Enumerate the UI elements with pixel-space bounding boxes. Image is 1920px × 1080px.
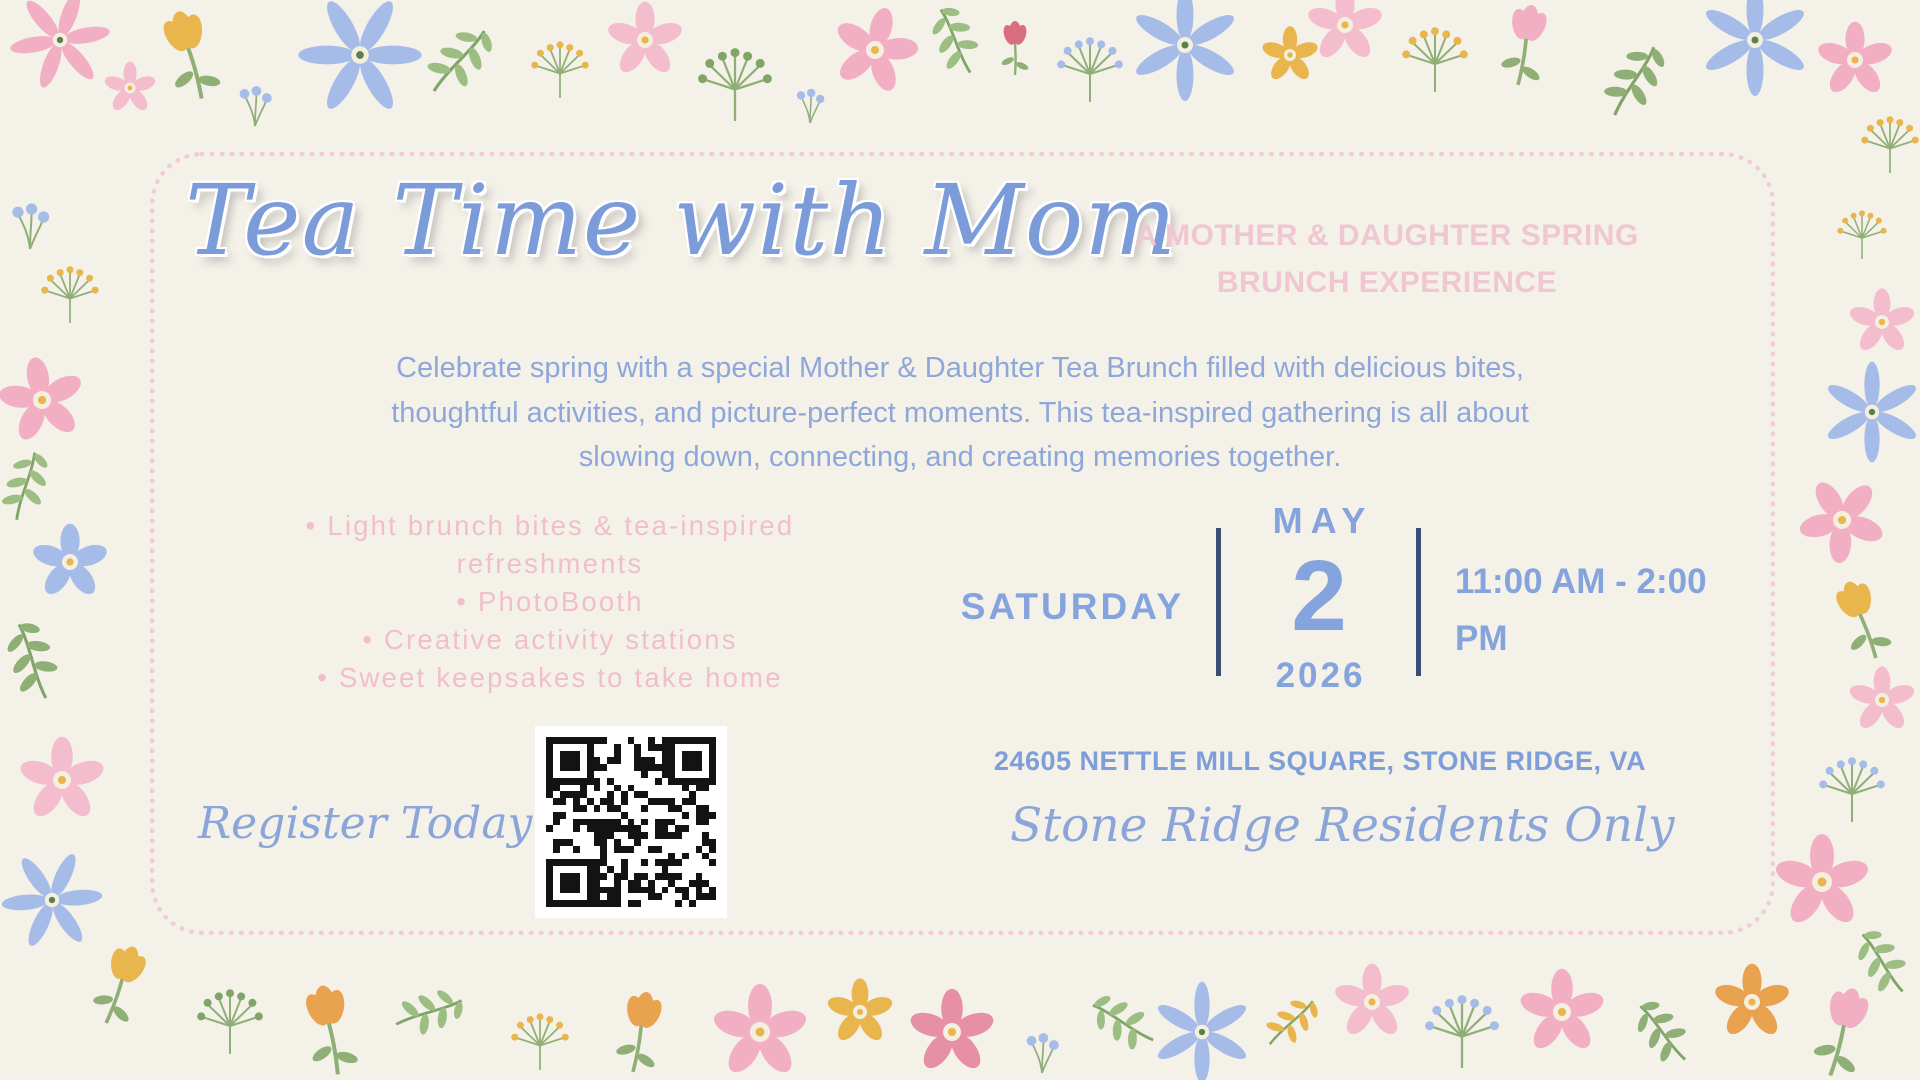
event-title: Tea Time with Mom — [185, 164, 1178, 277]
description-line: Celebrate spring with a special Mother & Daughter Tea Brunch filled with delicious bites, — [396, 352, 1524, 384]
highlight-item: • Sweet keepsakes to take home — [317, 662, 783, 693]
audience-note: Stone Ridge Residents Only — [1010, 798, 1675, 853]
event-year: 2026 — [1275, 656, 1366, 695]
highlight-item: • Light brunch bites & tea-inspired refreshments — [305, 510, 795, 579]
register-cta: Register Today — [198, 798, 533, 849]
qr-code — [535, 726, 727, 918]
event-time: 11:00 AM - 2:00 PM — [1455, 562, 1707, 658]
event-month: MAY — [1272, 500, 1374, 541]
highlight-item: • Creative activity stations — [362, 624, 738, 655]
qr-grid — [546, 737, 716, 907]
divider-line — [1416, 528, 1421, 676]
description-line: thoughtful activities, and picture-perfect moments. This tea-inspired gathering is all about — [391, 396, 1529, 429]
event-address: 24605 NETTLE MILL SQUARE, STONE RIDGE, VA — [993, 746, 1647, 776]
description-line: slowing down, connecting, and creating memories together. — [578, 441, 1342, 473]
event-description — [265, 346, 1655, 480]
event-day: SATURDAY — [960, 586, 1185, 627]
highlight-item: • PhotoBooth — [456, 586, 644, 617]
event-date-column — [1221, 500, 1417, 696]
highlights-list — [250, 507, 850, 697]
event-subtitle: A MOTHER & DAUGHTER SPRING BRUNCH EXPERIENCE — [1135, 219, 1639, 299]
event-date: 2 — [1291, 540, 1347, 652]
